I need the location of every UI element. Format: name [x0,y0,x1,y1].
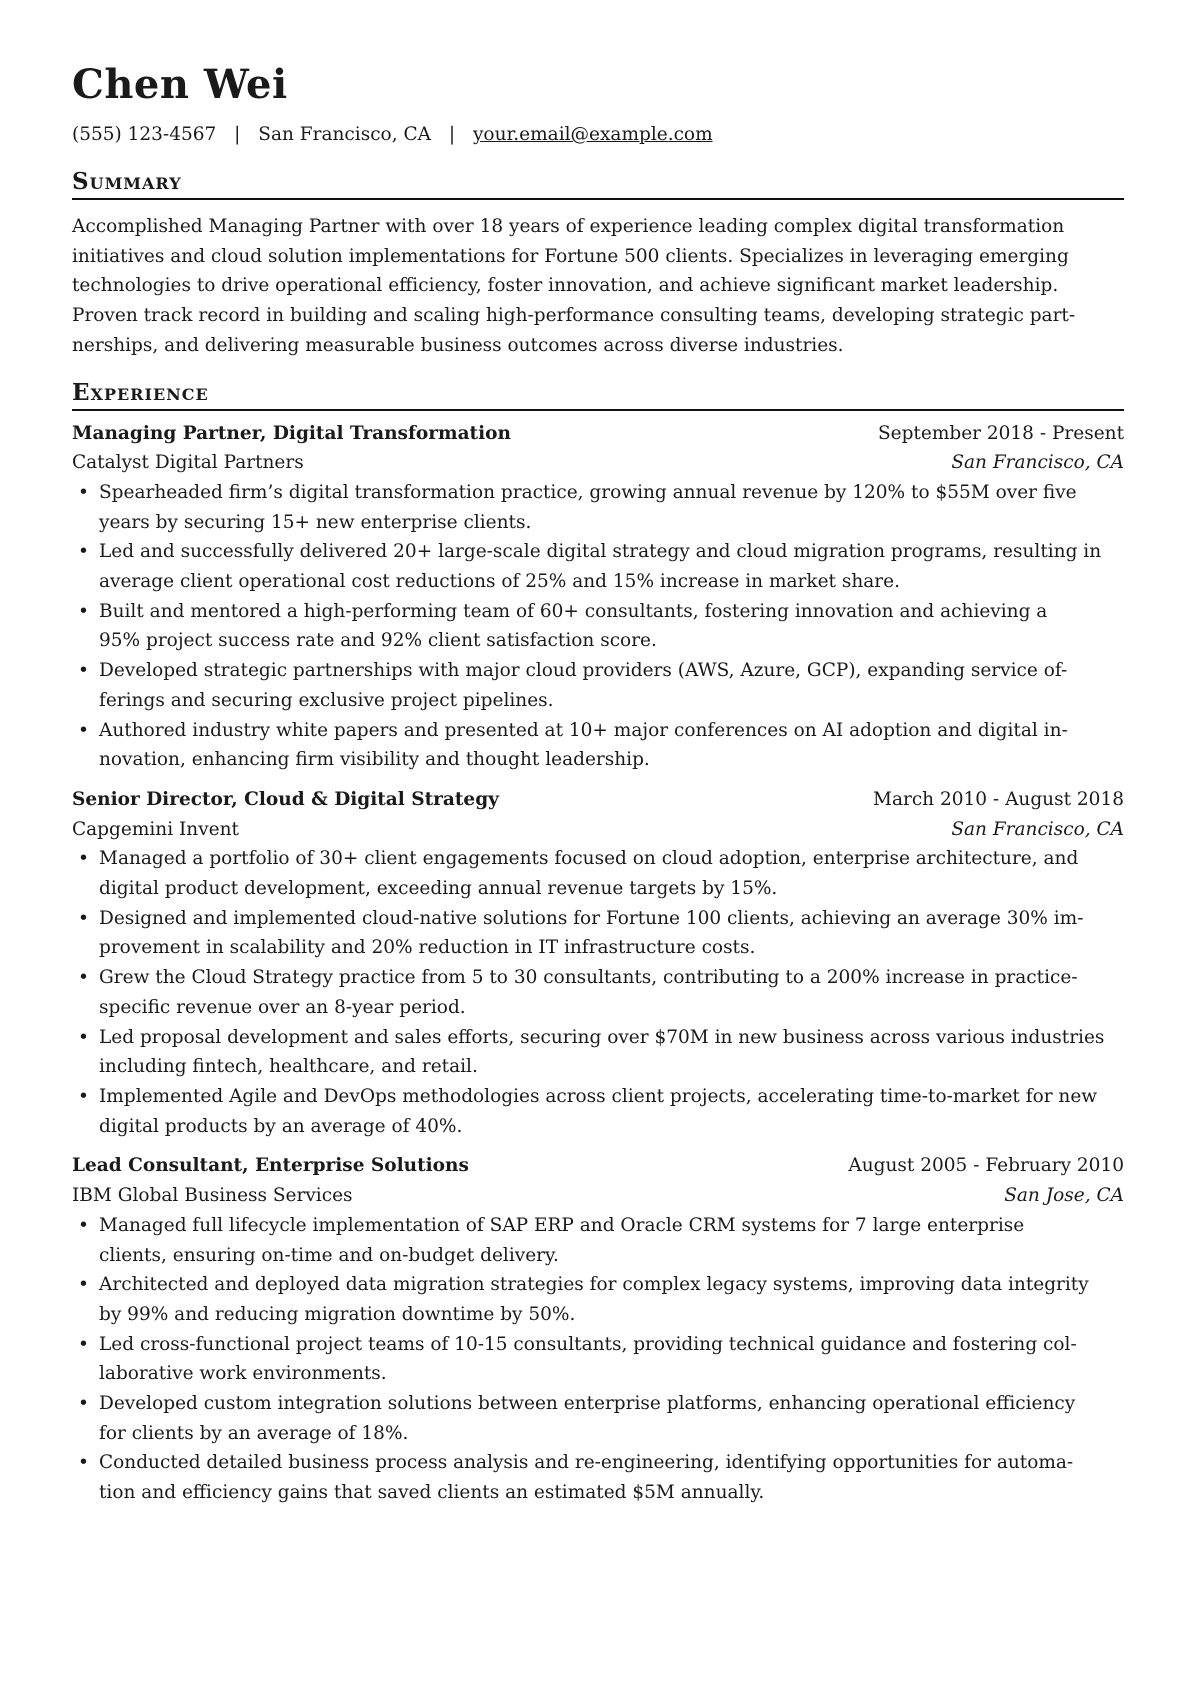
bullet-line: years by securing 15+ new enterprise clients. [99,511,532,533]
bullet-item [72,844,1124,903]
bullet-line: novation, enhancing firm visibility and thought leadership. [99,749,650,771]
bullet-line: including fintech, healthcare, and retail. [99,1056,478,1078]
summary-line: Proven track record in building and scaling high-performance consulting teams, developing strategic part- [72,305,1076,327]
bullet-line: tion and efficiency gains that saved clients an estimated $5M annually. [99,1482,765,1504]
bullet-line: clients, ensuring on-time and on-budget delivery. [99,1244,559,1266]
bullet-line: • Designed and implemented cloud-native solutions for Fortune 100 clients, achieving an average 30% im- [99,907,1084,929]
summary-text [72,212,1124,361]
bullet-line: • Managed full lifecycle implementation of SAP ERP and Oracle CRM systems for 7 large enterprise [99,1214,1025,1236]
bullet-line: • Grew the Cloud Strategy practice from 5 to 30 consultants, contributing to a 200% increase in practice- [99,967,1078,989]
bullet-line: average client operational cost reductions of 25% and 15% increase in market share. [99,571,900,593]
bullet-line: • Built and mentored a high-performing team of 60+ consultants, fostering innovation and achieving a [99,600,1048,622]
summary-heading: Summary [72,168,1124,200]
bullet-line: digital product development, exceeding annual revenue targets by 15%. [99,878,778,900]
bullet-line: digital products by an average of 40%. [99,1115,463,1137]
job-header [72,419,1124,449]
bullet-line: for clients by an average of 18%. [99,1422,409,1444]
job-subheader [72,815,1124,845]
bullet-item [72,597,1124,656]
company-name: IBM Global Business Services [72,1185,353,1207]
job-title: Senior Director, Cloud & Digital Strategy [72,788,499,810]
contact-separator: | [448,124,456,145]
bullet-item [72,656,1124,715]
email-link[interactable]: your.email@example.com [472,124,713,145]
bullet-line: • Spearheaded firm’s digital transformation practice, growing annual revenue by 120% to $55M over five [99,481,1077,503]
job-entry [72,419,1124,775]
job-dates: March 2010 - August 2018 [873,788,1124,810]
bullet-item [72,1270,1124,1329]
company-name: Catalyst Digital Partners [72,452,304,474]
bullet-line: • Developed strategic partnerships with major cloud providers (AWS, Azure, GCP), expanding service of- [99,660,1068,682]
location: San Francisco, CA [258,124,431,145]
bullet-line: • Conducted detailed business process analysis and re-engineering, identifying opportunities for automa- [99,1452,1074,1474]
job-subheader [72,1181,1124,1211]
bullet-line: • Led proposal development and sales efforts, securing over $70M in new business across various industries [99,1026,1105,1048]
summary-line: nerships, and delivering measurable business outcomes across diverse industries. [72,334,844,356]
bullet-item [72,716,1124,775]
job-entry [72,785,1124,1141]
phone-number: (555) 123-4567 [72,124,217,145]
job-header [72,1151,1124,1181]
bullet-item [72,904,1124,963]
bullet-line: by 99% and reducing migration downtime by 50%. [99,1303,576,1325]
bullet-item [72,1448,1124,1507]
job-title: Managing Partner, Digital Transformation [72,422,511,444]
bullet-line: provement in scalability and 20% reduction in IT infrastructure costs. [99,937,756,959]
bullet-item [72,1211,1124,1270]
job-header [72,785,1124,815]
experience-heading: Experience [72,379,1124,411]
bullet-line: • Led and successfully delivered 20+ large-scale digital strategy and cloud migration programs, resulting in [99,541,1102,563]
contact-separator: | [234,124,241,145]
company-name: Capgemini Invent [72,818,239,840]
bullet-item [72,537,1124,596]
summary-line: technologies to drive operational efficiency, foster innovation, and achieve significant market leadership. [72,275,1059,297]
experience-list [72,419,1124,1508]
job-location: San Jose, CA [1004,1185,1124,1207]
job-bullets [72,478,1124,775]
job-title: Lead Consultant, Enterprise Solutions [72,1155,469,1177]
bullet-line: • Managed a portfolio of 30+ client engagements focused on cloud adoption, enterprise architecture, and [99,848,1079,870]
summary-line: Accomplished Managing Partner with over 18 years of experience leading complex digital transformation [72,216,1065,237]
candidate-name: Chen Wei [72,61,288,108]
bullet-item [72,1389,1124,1448]
bullet-item [72,1023,1124,1082]
job-location: San Francisco, CA [951,818,1124,840]
job-dates: September 2018 - Present [877,422,1124,444]
bullet-line: • Developed custom integration solutions between enterprise platforms, enhancing operational efficiency [99,1393,1076,1415]
job-dates: August 2005 - February 2010 [848,1155,1124,1177]
bullet-line: • Led cross-functional project teams of 10-15 consultants, providing technical guidance and fostering col- [99,1333,1077,1355]
bullet-line: • Implemented Agile and DevOps methodologies across client projects, accelerating time-to-market for new [99,1085,1098,1107]
bullet-item [72,1082,1124,1141]
job-bullets [72,844,1124,1141]
summary-line: initiatives and cloud solution implementations for Fortune 500 clients. Specializes in leveraging emerging [72,245,1069,267]
bullet-item [72,1330,1124,1389]
bullet-line: ferings and securing exclusive project pipelines. [99,689,554,711]
bullet-line: specific revenue over an 8-year period. [99,996,466,1018]
resume-page [72,58,1124,1508]
bullet-item [72,478,1124,537]
job-subheader [72,448,1124,478]
bullet-line: 95% project success rate and 92% client satisfaction score. [99,630,657,652]
bullet-line: • Architected and deployed data migration strategies for complex legacy systems, improving data integrity [99,1274,1089,1296]
contact-line [72,122,1124,148]
job-bullets [72,1211,1124,1508]
bullet-line: • Authored industry white papers and presented at 10+ major conferences on AI adoption and digital in- [99,719,1068,741]
bullet-item [72,963,1124,1022]
job-entry [72,1151,1124,1507]
bullet-line: laborative work environments. [99,1363,387,1385]
job-location: San Francisco, CA [951,452,1124,474]
